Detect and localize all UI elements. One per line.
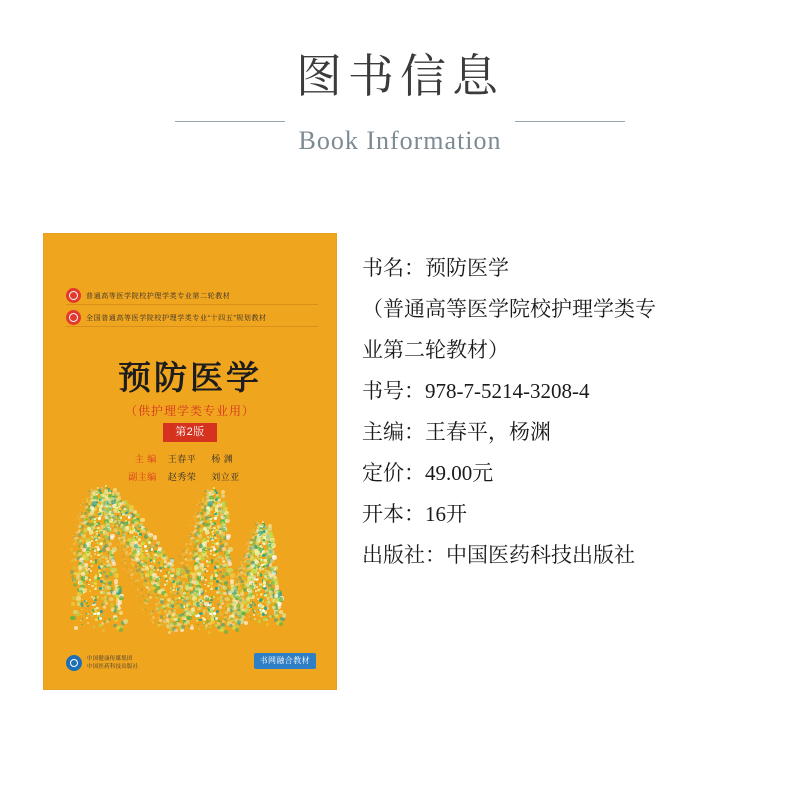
cover-usage-note: （供护理学类专业用） (124, 404, 255, 418)
seal-icon (66, 288, 81, 303)
info-line-title: 书名：预防医学 (362, 256, 509, 280)
editor-name: 刘立亚 (211, 472, 240, 482)
info-line-series-1: （普通高等医学院校护理学类专 (362, 297, 656, 321)
divider-line-right (515, 121, 625, 122)
cover-series-band-1 (66, 288, 318, 303)
publisher-line-1: 中国健康传媒集团 (87, 656, 133, 662)
cover-edition-badge: 第2版 (163, 423, 217, 442)
book-info-list (362, 248, 782, 576)
publisher-text (87, 655, 138, 671)
cover-band-rule-2 (66, 326, 318, 327)
editor-in-chief-row (44, 452, 336, 465)
info-line-publisher: 出版社：中国医药科技出版社 (362, 543, 635, 567)
info-line-series-2: 业第二轮教材） (362, 338, 509, 362)
publisher-logo-icon (66, 655, 82, 671)
editor-name: 赵秀荣 (167, 472, 197, 482)
page-subtitle: Book Information (298, 126, 502, 155)
cover-series-text-2: 全国普通高等医学院校护理学类专业“十四五”规划教材 (86, 314, 267, 322)
page-header (0, 48, 800, 156)
cover-editor-block (44, 452, 336, 488)
associate-editor-names (168, 472, 252, 482)
associate-editor-row (44, 470, 336, 483)
cover-dot-motif (74, 486, 306, 631)
info-line-isbn: 书号：978-7-5214-3208-4 (362, 379, 590, 403)
book-cover (44, 234, 336, 689)
cover-title: 预防医学 (118, 361, 262, 397)
page-title: 图书信息 (296, 51, 504, 102)
divider-line-left (175, 121, 285, 122)
info-line-format: 开本：16开 (362, 502, 467, 526)
seal-icon (66, 310, 81, 325)
editor-in-chief-label: 主 编 (134, 454, 157, 464)
publisher-line-2: 中国医药科技出版社 (87, 664, 139, 670)
cover-digital-badge: 书网融合教材 (254, 653, 316, 669)
associate-editor-label: 副主编 (128, 472, 157, 482)
editor-in-chief-names (168, 454, 246, 464)
info-line-price: 定价：49.00元 (362, 461, 494, 485)
editor-name: 杨 渊 (211, 454, 234, 464)
cover-series-band-2 (66, 310, 318, 325)
cover-band-rule-1 (66, 304, 318, 305)
info-line-editors: 主编：王春平，杨渊 (362, 420, 551, 444)
cover-publisher-block (66, 655, 138, 671)
title-divider (0, 112, 800, 130)
cover-series-text-1: 普通高等医学院校护理学类专业第二轮教材 (86, 292, 231, 300)
editor-name: 王春平 (167, 454, 197, 464)
